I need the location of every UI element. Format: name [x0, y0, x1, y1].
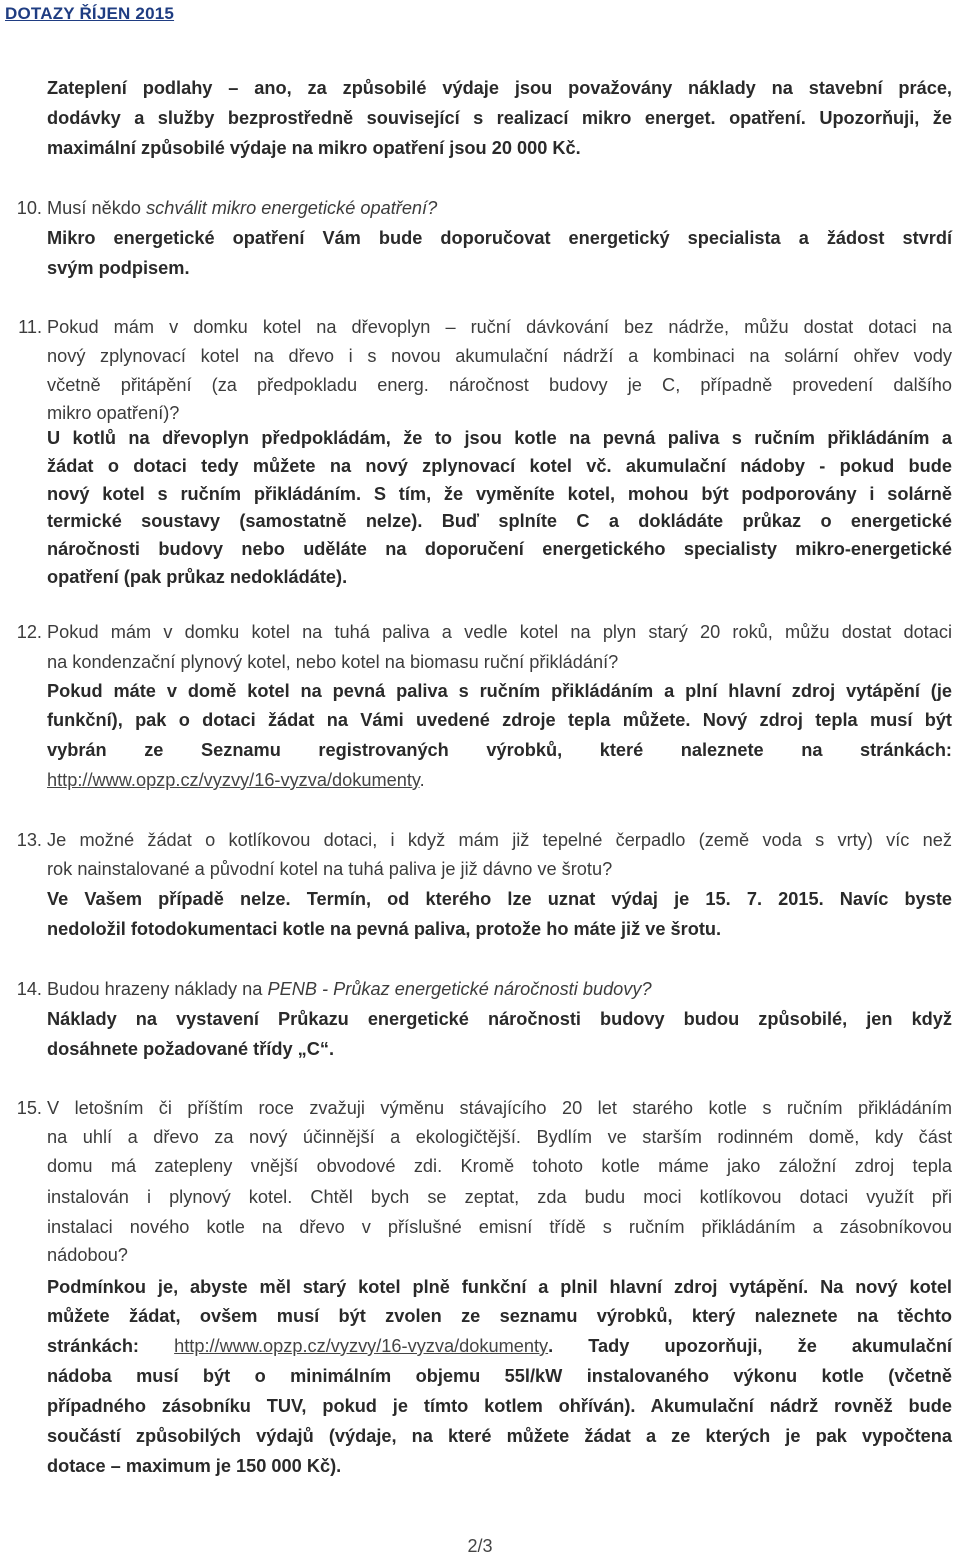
answer-line: Ve Vašem případě nelze. Termín, od kterého lze uznat výdaj je 15. 7. 2015. Navíc byste: [47, 889, 952, 909]
question-line: Pokud mám v domku kotel na dřevoplyn – ruční dávkování bez nádrže, můžu dostat dotaci na: [47, 317, 952, 337]
page-header: DOTAZY ŘÍJEN 2015: [5, 4, 175, 23]
answer-line: můžete žádat, ovšem musí být zvolen ze seznamu výrobků, který naleznete na těchto: [47, 1306, 952, 1326]
dokumenty-link[interactable]: http://www.opzp.cz/vyzvy/16-vyzva/dokumenty: [47, 770, 420, 790]
answer-line: součástí způsobilých výdajů (výdaje, na které můžete žádat a ze kterých je pak vypočtena: [47, 1426, 952, 1446]
question-line: mikro opatření)?: [47, 403, 180, 423]
answer-line: http://www.opzp.cz/vyzvy/16-vyzva/dokumenty.: [47, 770, 425, 790]
answer-line: stránkách: http://www.opzp.cz/vyzvy/16-vyzva/dokumenty. Tady upozorňuji, že akumulační: [47, 1336, 952, 1356]
question-line: instalaci nového kotle na dřevo v příslušné emisní třídě s ručním přikládáním a zásobníkovou: [47, 1217, 952, 1237]
question-number: 12.: [16, 622, 42, 642]
question-line: včetně přitápění (za předpokladu energ. náročnost budovy je C, případně provedení dalšího: [47, 375, 952, 395]
answer-line: nedoložil fotodokumentaci kotle na pevná paliva, protože ho máte již ve šrotu.: [47, 919, 722, 939]
question-number: 11.: [18, 317, 42, 337]
question-text: Musí někdo schválit mikro energetické opatření?: [47, 198, 438, 218]
answer-line: dotace – maximum je 150 000 Kč).: [47, 1456, 342, 1476]
answer-line: Pokud máte v domě kotel na pevná paliva s ručním přikládáním a plní hlavní zdroj vytápění (je: [47, 681, 952, 701]
answer-line: dosáhnete požadované třídy „C“.: [47, 1039, 335, 1059]
question-line: domu má zatepleny vnější obvodové zdi. Kromě tohoto kotle máme jako záložní zdroj tepla: [47, 1156, 952, 1176]
question-line: V letošním či příštím roce zvažuji výměnu stávajícího 20 let starého kotle s ručním přikládáním: [47, 1098, 952, 1118]
intro-line: Zateplení podlahy – ano, za způsobilé výdaje jsou považovány náklady na stavební práce,: [47, 78, 952, 98]
answer-line: případného zásobníku TUV, pokud je tímto kotlem ohříván). Akumulační nádrž rovněž bude: [47, 1396, 952, 1416]
question-line: na uhlí a dřevo za nový účinnější a ekologičtější. Bydlím ve starším rodinném domě, kdy část: [47, 1127, 952, 1147]
question-text: Budou hrazeny náklady na PENB - Průkaz energetické náročnosti budovy?: [47, 979, 652, 999]
question-line: nový zplynovací kotel na dřevo i s novou akumulační nádrží a kombinaci na solární ohřev vody: [47, 346, 952, 366]
answer-line: svým podpisem.: [47, 258, 190, 278]
answer-line: Náklady na vystavení Průkazu energetické náročnosti budovy budou způsobilé, jen když: [47, 1009, 952, 1029]
answer-line: vybrán ze Seznamu registrovaných výrobků, které naleznete na stránkách:: [47, 740, 952, 760]
question-number: 15.: [16, 1098, 42, 1118]
question-line: instalován i plynový kotel. Chtěl bych se zeptat, zda budu moci kotlíkovou dotaci využít při: [47, 1187, 952, 1207]
answer-line: nový kotel s ručním přikládáním. S tím, že vyměníte kotel, mohou být podporovány i solárně: [47, 484, 952, 504]
question-number: 10.: [16, 198, 42, 218]
intro-line: dodávky a služby bezprostředně související s realizací mikro energet. opatření. Upozorňuji, že: [47, 108, 952, 128]
answer-line: termické soustavy (samostatně nelze). Buď splníte C a dokládáte průkaz o energetické: [47, 511, 952, 531]
question-line: rok nainstalované a původní kotel na tuhá paliva je již dávno ve šrotu?: [47, 859, 613, 879]
answer-line: náročnosti budovy nebo uděláte na doporučení energetického specialisty mikro-energetické: [47, 539, 952, 559]
question-line: Pokud mám v domku kotel na tuhá paliva a vedle kotel na plyn starý 20 roků, můžu dostat dotaci: [47, 622, 952, 642]
question-number: 14.: [16, 979, 42, 999]
page-number: 2/3: [467, 1536, 493, 1556]
question-number: 13.: [16, 830, 42, 850]
answer-line: nádoba musí být o minimálním objemu 55l/kW instalovaného výkonu kotle (včetně: [47, 1366, 952, 1386]
answer-line: Podmínkou je, abyste měl starý kotel plně funkční a plnil hlavní zdroj vytápění. Na nový kotel: [47, 1277, 952, 1297]
answer-line: U kotlů na dřevoplyn předpokládám, že to jsou kotle na pevná paliva s ručním přikládáním a: [47, 428, 952, 448]
answer-line: žádat o dotaci tedy můžete na nový zplynovací kotel vč. akumulační nádoby - pokud bude: [47, 456, 952, 476]
answer-line: opatření (pak průkaz nedokládáte).: [47, 567, 348, 587]
question-line: nádobou?: [47, 1245, 128, 1265]
answer-line: Mikro energetické opatření Vám bude doporučovat energetický specialista a žádost stvrdí: [47, 228, 952, 248]
intro-line: maximální způsobilé výdaje na mikro opatření jsou 20 000 Kč.: [47, 138, 581, 158]
question-line: Je možné žádat o kotlíkovou dotaci, i když mám již tepelné čerpadlo (země voda s vrty) víc než: [47, 830, 952, 850]
answer-line: funkční), pak o dotaci žádat na Vámi uvedené zdroje tepla můžete. Nový zdroj tepla musí být: [47, 710, 952, 730]
dokumenty-link[interactable]: http://www.opzp.cz/vyzvy/16-vyzva/dokumenty: [174, 1336, 549, 1356]
question-line: na kondenzační plynový kotel, nebo kotel na biomasu ruční přikládání?: [47, 652, 619, 672]
